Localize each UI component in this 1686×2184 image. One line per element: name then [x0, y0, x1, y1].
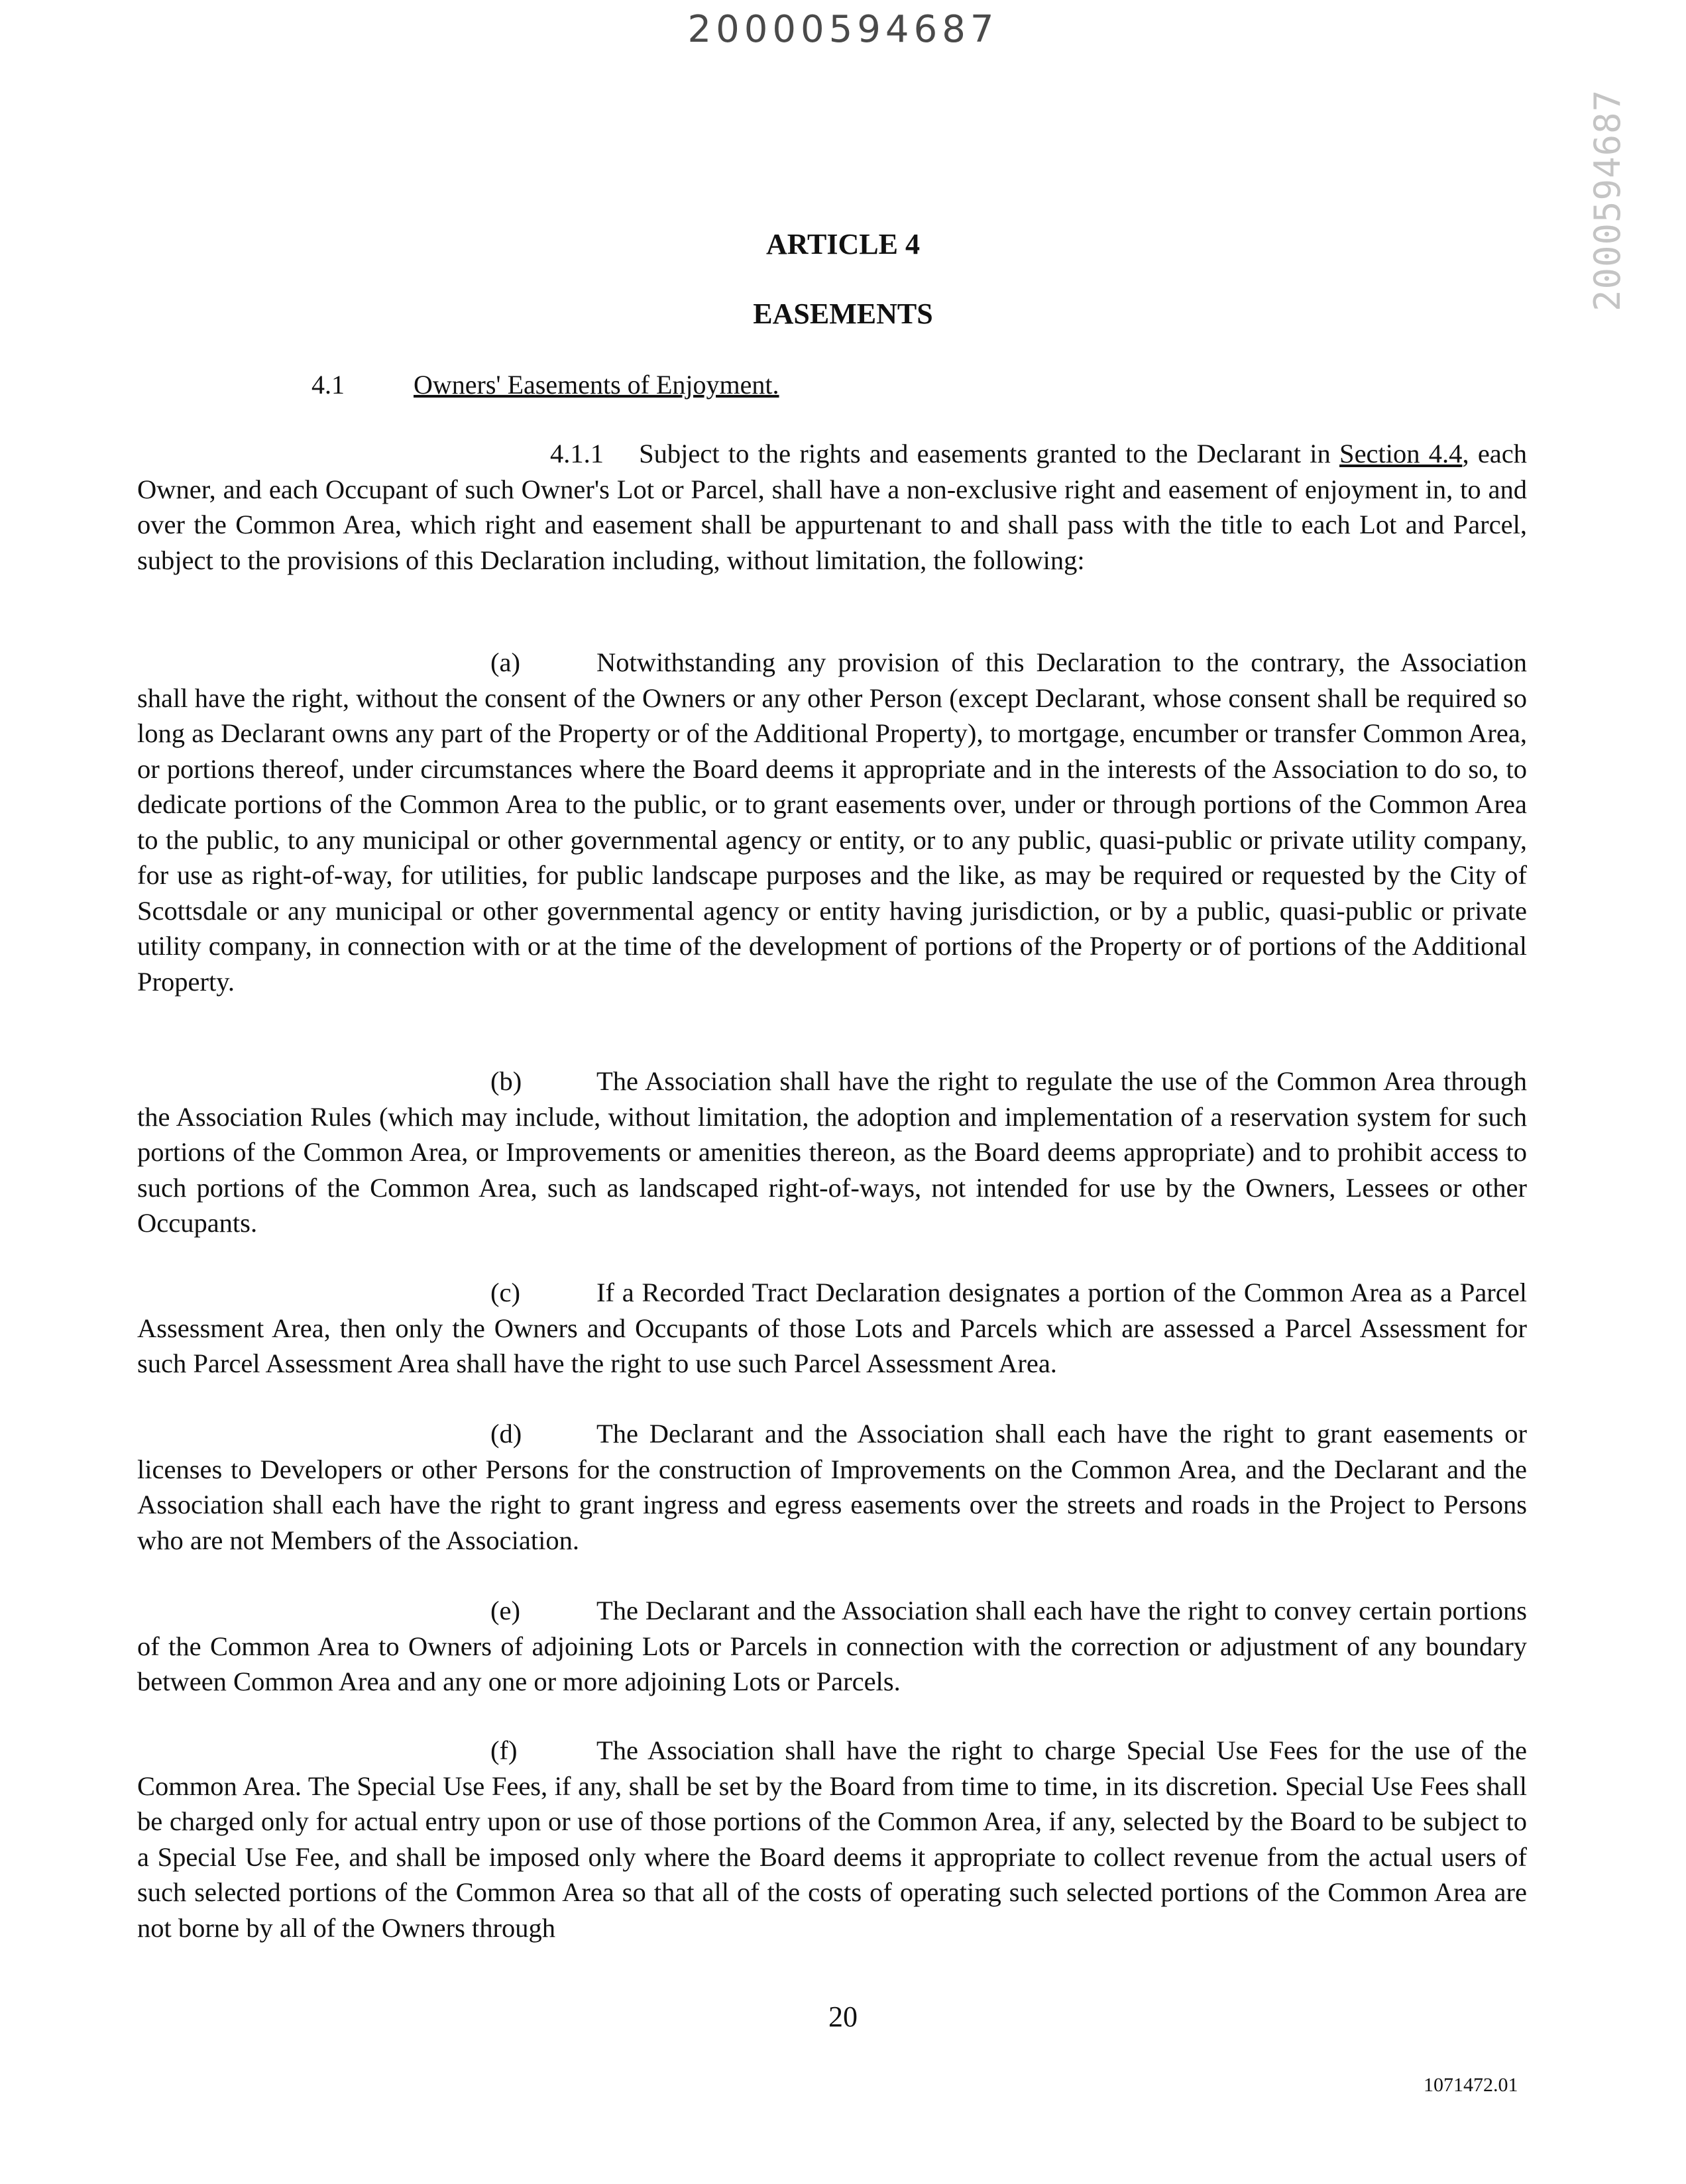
paragraph-text-after: , each Owner, and each Occupant of such Owner's Lot or Parcel, shall have a non-exclusive right and easement of enjoyment in, to and over the Common Area, which right and easement shall be appurtenant to and shall pass with the title to each Lot and Parcel, subject to the provisions of this Declaration including, without limitation, the following: [137, 439, 1528, 575]
paragraph-text-before: Subject to the rights and easements granted to the Declarant in [639, 439, 1331, 468]
paragraph-text: Notwithstanding any provision of this Declaration to the contrary, the Association shall have the right, without the consent of the Owners or any other Person (except Declarant, whose consent shall be required so long as Declarant owns any part of the Property or of the Additional Property), to mortgage, encumber or transfer Common Area, or portions thereof, under circumstances where the Board deems it appropriate and in the interests of the Association to do so, to dedicate portions of the Common Area to the public, or to grant easements over, under or through portions of the Common Area to the public, to any municipal or other governmental agency or entity, or to any public, quasi-public or private utility company, for use as right-of-way, for utilities, for public landscape purposes and the like, as may be required or requested by the City of Scottsdale or any municipal or other governmental agency or entity having jurisdiction, or by a public, quasi-public or private utility company, in connection with or at the time of the development of portions of the Property or of portions of the Additional Property. [137, 647, 1527, 997]
article-title: ARTICLE 4 [766, 228, 920, 260]
paragraph-number: 4.1.1 [550, 439, 604, 468]
paragraph-text: If a Recorded Tract Declaration designates a portion of the Common Area as a Parcel Assessment Area, then only the Owners and Occupants of those Lots and Parcels which are assessed a Parcel Assessment for such Parcel Assessment Area shall have the right to use such Parcel Assessment Area. [137, 1278, 1527, 1378]
paragraph-d [137, 1416, 1527, 1558]
paragraph-a [137, 645, 1527, 999]
paragraph-text: The Association shall have the right to regulate the use of the Common Area through the Association Rules (which may include, without limitation, the adoption and implementation of a reservation system for such portions of the Common Area, or Improvements or amenities thereon, as the Board deems appropriate) and to prohibit access to such portions of the Common Area, such as landscaped right-of-ways, not intended for use by the Owners, Lessees or other Occupants. [137, 1066, 1527, 1238]
section-number: 4.1 [311, 370, 345, 400]
paragraph-text: The Association shall have the right to charge Special Use Fees for the use of the Common Area. The Special Use Fees, if any, shall be set by the Board from time to time, in its discretion. Special Use Fees shall be charged only for actual entry upon or use of those portions of the Common Area, if any, selected by the Board to be subject to a Special Use Fee, and shall be imposed only where the Board deems it appropriate to collect revenue from the actual users of such selected portions of the Common Area so that all of the costs of operating such selected portions of the Common Area are not borne by all of the Owners through [137, 1735, 1527, 1943]
paragraph-text: The Declarant and the Association shall each have the right to convey certain portions of the Common Area to Owners of adjoining Lots or Parcels in connection with the correction or adjustment of any boundary between Common Area and any one or more adjoining Lots or Parcels. [137, 1596, 1527, 1696]
paragraph-e [137, 1593, 1527, 1700]
paragraph-c [137, 1275, 1527, 1382]
section-title: Owners' Easements of Enjoyment. [414, 370, 779, 400]
side-recording-stamp: 2000594687 [1587, 89, 1628, 311]
paragraph-label: (d) [490, 1419, 522, 1448]
paragraph-label: (e) [490, 1596, 520, 1625]
document-number: 20000594687 [687, 8, 999, 51]
page-number: 20 [828, 2000, 858, 2033]
paragraph-label: (b) [490, 1066, 522, 1096]
article-subtitle: EASEMENTS [753, 298, 933, 330]
section-reference-link[interactable]: Section 4.4 [1339, 439, 1463, 468]
paragraph-f [137, 1733, 1527, 1945]
document-id: 1071472.01 [1424, 2074, 1518, 2096]
paragraph-label: (a) [490, 647, 520, 677]
paragraph-text: The Declarant and the Association shall each have the right to grant easements or licenses to Developers or other Persons for the construction of Improvements on the Common Area, and the Declarant and the Association shall each have the right to grant ingress and egress easements over the streets and roads in the Project to Persons who are not Members of the Association. [137, 1419, 1527, 1555]
paragraph-b [137, 1064, 1527, 1241]
paragraph-label: (c) [490, 1278, 520, 1307]
paragraph-label: (f) [490, 1735, 518, 1765]
paragraph-4-1-1 [137, 436, 1527, 578]
